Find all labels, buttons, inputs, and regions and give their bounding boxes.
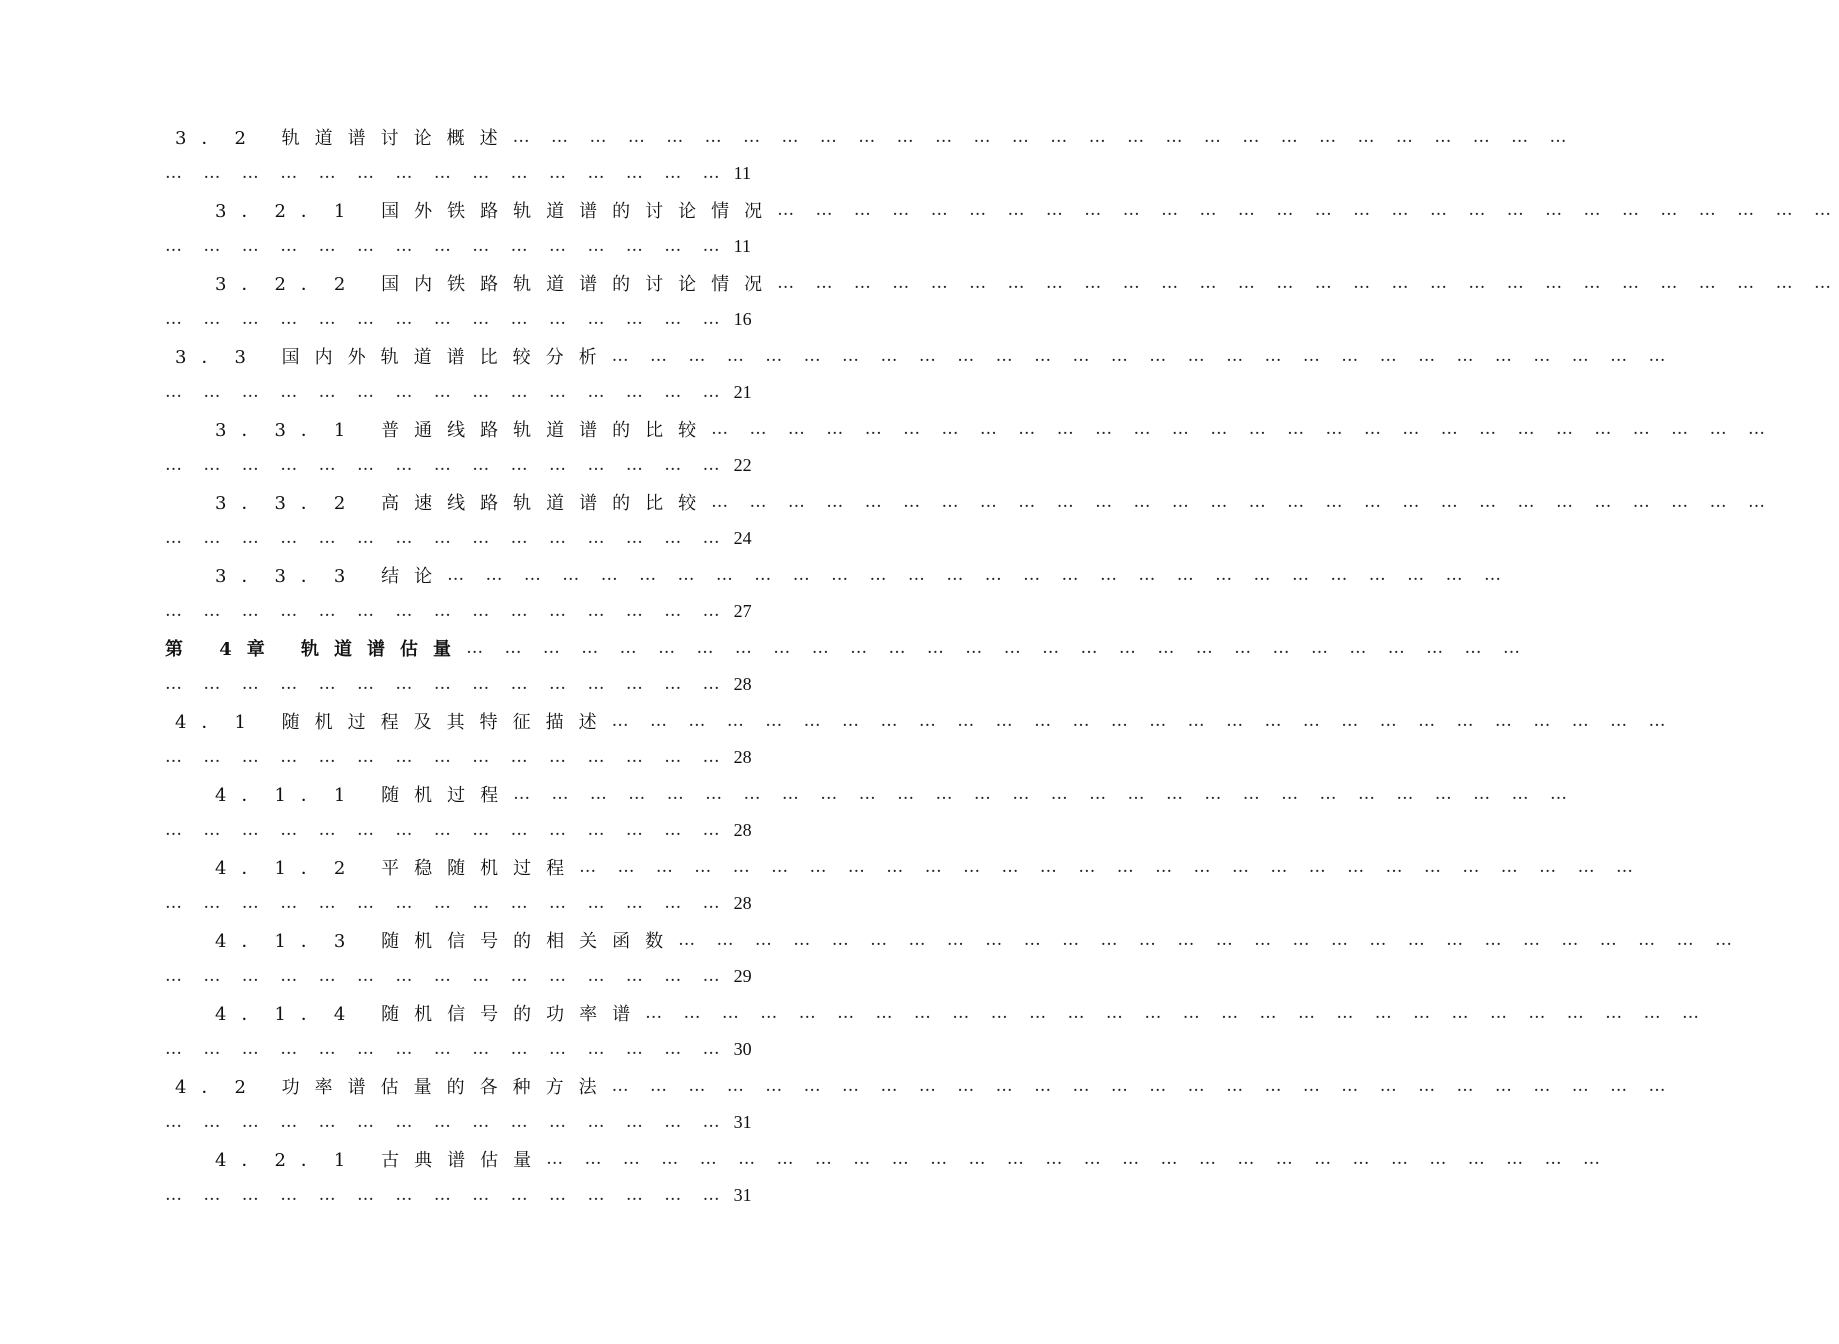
toc-page-number: 28 — [733, 673, 752, 694]
toc-page-number: 11 — [733, 162, 751, 183]
toc-entry-page-line — [165, 742, 752, 772]
toc-entry-page-line — [165, 158, 751, 188]
toc-leader-dots: … … … … … … … … … … … … … … … — [165, 309, 728, 329]
toc-entry[interactable] — [165, 779, 1575, 809]
toc-entry-page-line — [165, 596, 752, 626]
toc-entry[interactable] — [165, 341, 1674, 371]
toc-leader-dots: … … … … … … … … … … … … … … … — [165, 747, 728, 767]
toc-entry-page-line — [165, 231, 751, 261]
toc-entry-label: 3．2．1 国外铁路轨道谱的讨论情况 — [215, 201, 778, 222]
toc-leader-dots: … … … … … … … … … … … … … … … … … … … … … … … … … … … … — [512, 127, 1575, 147]
toc-entry-label: 3．3 国内外轨道谱比较分析 — [175, 347, 612, 368]
toc-leader-dots: … … … … … … … … … … … … … … … … … … … … … … … … … … … … — [513, 784, 1575, 804]
toc-entry-label: 4．1 随机过程及其特征描述 — [175, 712, 612, 733]
toc-entry[interactable] — [165, 852, 1641, 882]
toc-entry-page-line — [165, 523, 752, 553]
toc-entry-page-line — [165, 1034, 752, 1064]
toc-entry-label: 3．3．3 结论 — [215, 566, 448, 587]
toc-entry-label: 4．1．4 随机信号的功率谱 — [215, 1004, 646, 1025]
toc-page-number: 29 — [733, 965, 752, 986]
toc-entry-page-line — [165, 1107, 752, 1137]
toc-entry-label: 4．1．3 随机信号的相关函数 — [215, 931, 679, 952]
toc-leader-dots: … … … … … … … … … … … … … … … … … … … … … … … … … … … … — [447, 565, 1509, 585]
toc-leader-dots: … … … … … … … … … … … … … … … — [165, 382, 728, 402]
toc-entry-label: 3．3．1 普通线路轨道谱的比较 — [215, 420, 712, 441]
toc-entry-page-line — [165, 815, 752, 845]
toc-entry[interactable] — [165, 487, 1773, 517]
toc-entry[interactable] — [165, 560, 1509, 590]
toc-page-number: 30 — [733, 1038, 752, 1059]
toc-page-number: 22 — [733, 454, 752, 475]
toc-leader-dots: … … … … … … … … … … … … … … … … … … … … … … … … … … … … — [579, 857, 1641, 877]
toc-entry-label: 4．2．1 古典谱估量 — [215, 1150, 547, 1171]
toc-entry-label: 3．3．2 高速线路轨道谱的比较 — [215, 493, 712, 514]
toc-entry-label: 3．2．2 国内铁路轨道谱的讨论情况 — [215, 274, 778, 295]
toc-entry[interactable] — [165, 414, 1773, 444]
toc-leader-dots: … … … … … … … … … … … … … … … … … … … … … … … … … … … … — [777, 200, 1839, 220]
toc-entry[interactable] — [165, 1144, 1608, 1174]
toc-entry-label: 3．2 轨道谱讨论概述 — [175, 128, 513, 149]
toc-leader-dots: … … … … … … … … … … … … … … … … … … … … … … … … … … … … — [611, 711, 1674, 731]
toc-page-number: 21 — [733, 381, 752, 402]
toc-leader-dots: … … … … … … … … … … … … … … … — [165, 674, 728, 694]
toc-leader-dots: … … … … … … … … … … … … … … … … … … … … … … … … … … … … — [711, 419, 1773, 439]
toc-leader-dots: … … … … … … … … … … … … … … … … … … … … … … … … … … … … — [678, 930, 1740, 950]
toc-page-number: 24 — [733, 527, 752, 548]
toc-leader-dots: … … … … … … … … … … … … … … … … … … … … … … … … … … … … — [777, 273, 1839, 293]
toc-leader-dots: … … … … … … … … … … … … … … … — [165, 893, 728, 913]
toc-entry[interactable] — [165, 1071, 1674, 1101]
toc-entry-label: 第 4章 轨道谱估量 — [165, 639, 467, 660]
toc-leader-dots: … … … … … … … … … … … … … … … … … … … … … … … … … … … … — [711, 492, 1773, 512]
toc-page-number: 28 — [733, 892, 752, 913]
toc-entry[interactable] — [165, 706, 1674, 736]
toc-entry[interactable] — [165, 122, 1575, 152]
toc-entry-page-line — [165, 450, 752, 480]
toc-leader-dots: … … … … … … … … … … … … … … … — [165, 966, 728, 986]
toc-entry-page-line — [165, 961, 752, 991]
toc-entry-label: 4．1．2 平稳随机过程 — [215, 858, 580, 879]
toc-page-number: 28 — [733, 819, 752, 840]
toc-entry[interactable] — [165, 998, 1707, 1028]
toc-page-number: 27 — [733, 600, 752, 621]
toc-entry[interactable] — [165, 633, 1528, 663]
toc-leader-dots: … … … … … … … … … … … … … … … … … … … … … … … … … … … … — [645, 1003, 1707, 1023]
toc-leader-dots: … … … … … … … … … … … … … … … — [165, 1039, 728, 1059]
toc-entry[interactable] — [165, 925, 1740, 955]
toc-page-number: 16 — [733, 308, 752, 329]
toc-entry-page-line — [165, 304, 752, 334]
toc-leader-dots: … … … … … … … … … … … … … … … — [165, 163, 728, 183]
toc-leader-dots: … … … … … … … … … … … … … … … — [165, 236, 728, 256]
toc-leader-dots: … … … … … … … … … … … … … … … — [165, 1112, 728, 1132]
toc-leader-dots: … … … … … … … … … … … … … … … … … … … … … … … … … … … … — [611, 346, 1674, 366]
toc-page-number: 11 — [733, 235, 751, 256]
toc-entry-page-line — [165, 377, 752, 407]
toc-leader-dots: … … … … … … … … … … … … … … … … … … … … … … … … … … … … — [611, 1076, 1674, 1096]
toc-entry[interactable] — [165, 268, 1839, 298]
toc-page-number: 31 — [733, 1111, 752, 1132]
toc-entry-label: 4．2 功率谱估量的各种方法 — [175, 1077, 612, 1098]
toc-page-number: 31 — [733, 1184, 752, 1205]
toc-leader-dots: … … … … … … … … … … … … … … … — [165, 1185, 728, 1205]
toc-leader-dots: … … … … … … … … … … … … … … … … … … … … … … … … … … … … — [466, 638, 1528, 658]
toc-leader-dots: … … … … … … … … … … … … … … … — [165, 601, 728, 621]
toc-entry-page-line — [165, 888, 752, 918]
toc-leader-dots: … … … … … … … … … … … … … … … — [165, 820, 728, 840]
toc-leader-dots: … … … … … … … … … … … … … … … — [165, 528, 728, 548]
toc-page-number: 28 — [733, 746, 752, 767]
toc-entry[interactable] — [165, 195, 1839, 225]
toc-entry-page-line — [165, 669, 752, 699]
toc-leader-dots: … … … … … … … … … … … … … … … — [165, 455, 728, 475]
toc-entry-label: 4．1．1 随机过程 — [215, 785, 514, 806]
toc-leader-dots: … … … … … … … … … … … … … … … … … … … … … … … … … … … … — [546, 1149, 1608, 1169]
toc-entry-page-line — [165, 1180, 752, 1210]
